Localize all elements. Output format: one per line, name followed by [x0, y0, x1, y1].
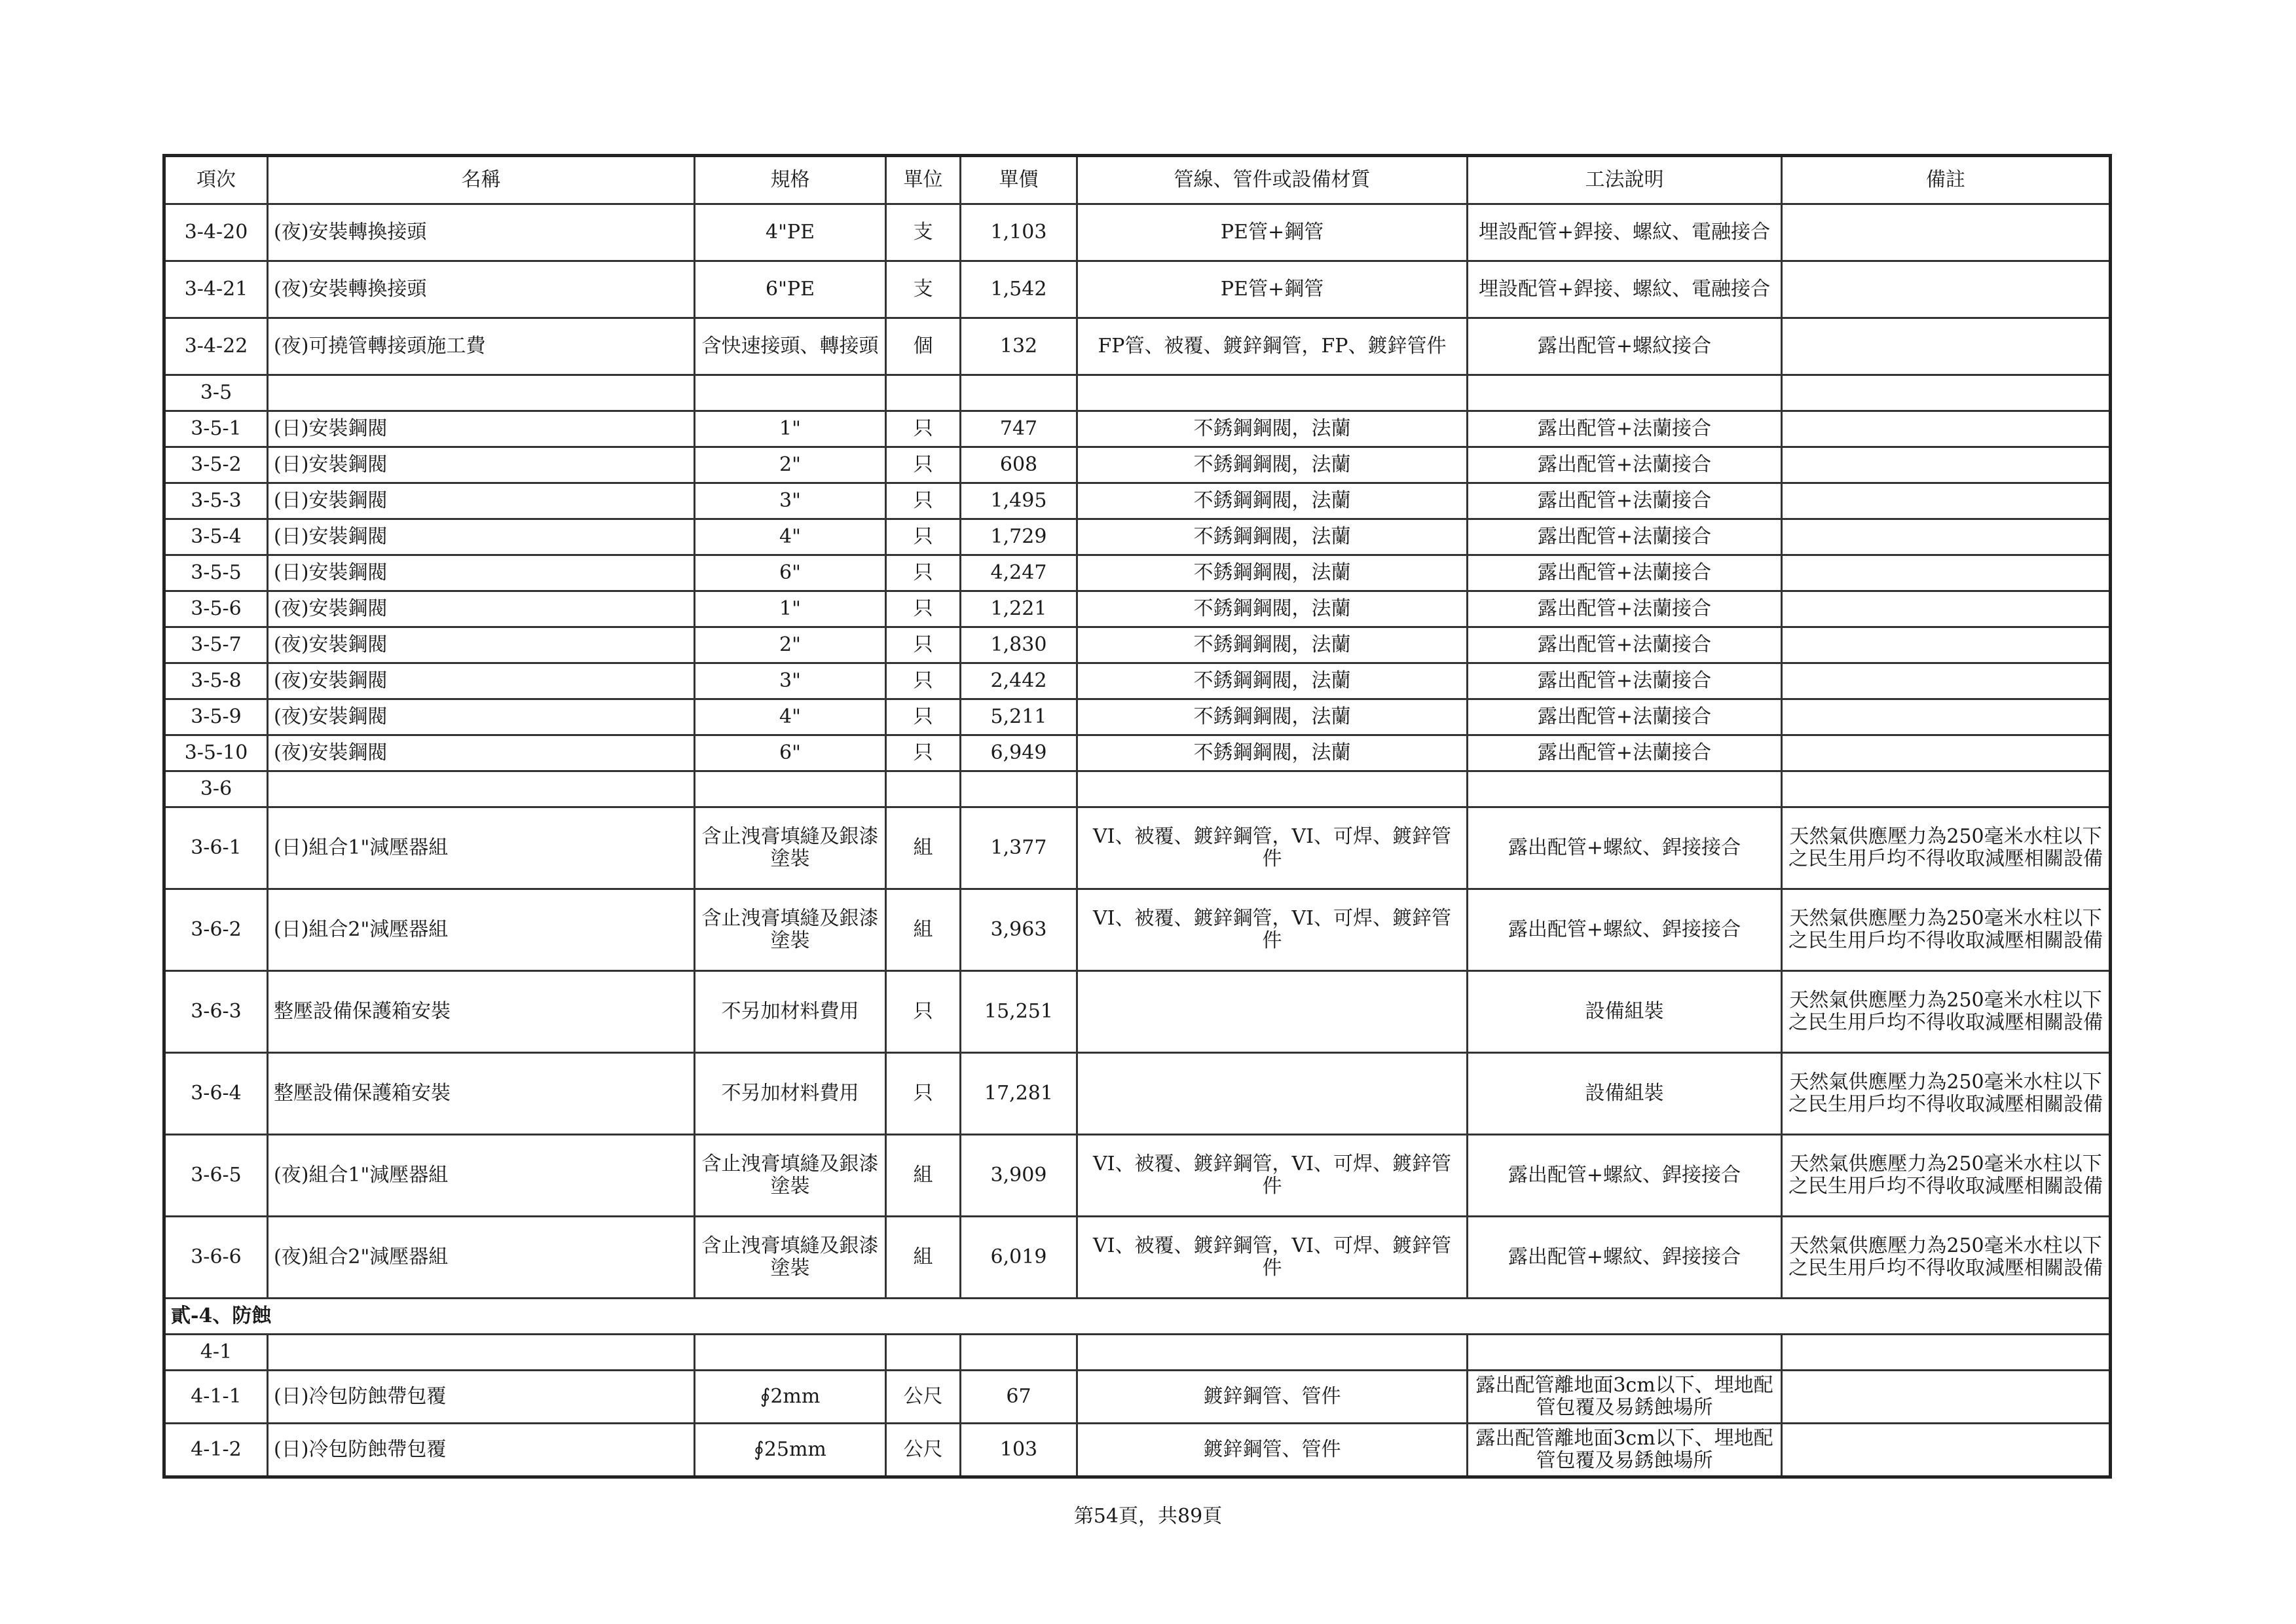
cell-method: 露出配管+法蘭接合 — [1468, 699, 1782, 735]
cell-material: 不銹鋼鋼閥，法蘭 — [1077, 447, 1468, 483]
cell-unit: 支 — [886, 204, 961, 261]
cell-unit — [886, 771, 961, 807]
cell-spec — [695, 771, 886, 807]
cell-material: VI、被覆、鍍鋅鋼管，VI、可焊、鍍鋅管件 — [1077, 1135, 1468, 1217]
cell-name: (夜)組合1"減壓器組 — [268, 1135, 695, 1217]
cell-item-no: 3-5-5 — [164, 555, 268, 591]
cell-spec: 含止洩膏填縫及銀漆塗裝 — [695, 1135, 886, 1217]
cell-price: 15,251 — [961, 971, 1077, 1053]
cell-item-no: 3-4-22 — [164, 318, 268, 375]
cell-material: 鍍鋅鋼管、管件 — [1077, 1371, 1468, 1424]
cell-unit: 只 — [886, 591, 961, 627]
table-row — [164, 375, 2111, 411]
cell-item-no: 3-5-4 — [164, 519, 268, 555]
cell-material: VI、被覆、鍍鋅鋼管，VI、可焊、鍍鋅管件 — [1077, 1217, 1468, 1299]
cell-method: 露出配管+螺紋、銲接接合 — [1468, 807, 1782, 889]
table-row — [164, 447, 2111, 483]
cell-unit: 支 — [886, 261, 961, 318]
cell-item-no: 4-1-1 — [164, 1371, 268, 1424]
cell-spec: 1" — [695, 411, 886, 447]
cell-spec — [695, 1335, 886, 1371]
table-row — [164, 807, 2111, 889]
cell-price: 3,963 — [961, 889, 1077, 971]
cell-note — [1782, 1371, 2111, 1424]
cell-method: 露出配管+法蘭接合 — [1468, 411, 1782, 447]
cell-name — [268, 375, 695, 411]
table-row — [164, 663, 2111, 699]
cell-spec: 含止洩膏填縫及銀漆塗裝 — [695, 1217, 886, 1299]
cell-item-no: 3-5-7 — [164, 627, 268, 663]
cell-spec: 2" — [695, 447, 886, 483]
cell-unit: 只 — [886, 627, 961, 663]
cell-note — [1782, 261, 2111, 318]
table-row — [164, 261, 2111, 318]
cell-note: 天然氣供應壓力為250毫米水柱以下之民生用戶均不得收取減壓相關設備 — [1782, 1053, 2111, 1135]
cell-item-no: 3-5-8 — [164, 663, 268, 699]
cell-name: (夜)安裝鋼閥 — [268, 591, 695, 627]
cell-price: 67 — [961, 1371, 1077, 1424]
cell-method: 露出配管+螺紋、銲接接合 — [1468, 1135, 1782, 1217]
cell-method — [1468, 1335, 1782, 1371]
cell-price: 2,442 — [961, 663, 1077, 699]
table-row — [164, 1135, 2111, 1217]
table-row — [164, 411, 2111, 447]
cell-spec: ∮2mm — [695, 1371, 886, 1424]
cell-item-no: 3-6-5 — [164, 1135, 268, 1217]
cell-item-no: 3-5-9 — [164, 699, 268, 735]
cell-spec — [695, 375, 886, 411]
cell-material — [1077, 971, 1468, 1053]
cell-price — [961, 375, 1077, 411]
table-row — [164, 1335, 2111, 1371]
cell-price: 608 — [961, 447, 1077, 483]
cell-name — [268, 771, 695, 807]
cell-name: (日)安裝鋼閥 — [268, 447, 695, 483]
cell-note: 天然氣供應壓力為250毫米水柱以下之民生用戶均不得收取減壓相關設備 — [1782, 1217, 2111, 1299]
cell-unit: 公尺 — [886, 1371, 961, 1424]
cell-material: 不銹鋼鋼閥，法蘭 — [1077, 735, 1468, 771]
cell-item-no: 3-6-4 — [164, 1053, 268, 1135]
table-row — [164, 699, 2111, 735]
cell-name: 整壓設備保護箱安裝 — [268, 971, 695, 1053]
table-row — [164, 204, 2111, 261]
table-row — [164, 971, 2111, 1053]
cell-method: 露出配管+法蘭接合 — [1468, 735, 1782, 771]
cell-price: 1,542 — [961, 261, 1077, 318]
cell-price: 103 — [961, 1424, 1077, 1477]
cell-price: 1,729 — [961, 519, 1077, 555]
cell-method: 露出配管離地面3cm以下、埋地配管包覆及易銹蝕場所 — [1468, 1371, 1782, 1424]
cell-item-no: 3-6-1 — [164, 807, 268, 889]
table-row — [164, 1371, 2111, 1424]
cell-material: VI、被覆、鍍鋅鋼管，VI、可焊、鍍鋅管件 — [1077, 889, 1468, 971]
cell-unit: 只 — [886, 735, 961, 771]
cell-method: 設備組裝 — [1468, 1053, 1782, 1135]
cell-note: 天然氣供應壓力為250毫米水柱以下之民生用戶均不得收取減壓相關設備 — [1782, 971, 2111, 1053]
cell-unit: 只 — [886, 519, 961, 555]
header-item-no: 項次 — [164, 156, 268, 204]
cell-spec: 4"PE — [695, 204, 886, 261]
cell-spec: 含止洩膏填縫及銀漆塗裝 — [695, 807, 886, 889]
cell-material — [1077, 771, 1468, 807]
cell-spec: 6"PE — [695, 261, 886, 318]
price-table — [162, 154, 2112, 1479]
cell-price: 132 — [961, 318, 1077, 375]
header-spec: 規格 — [695, 156, 886, 204]
cell-method: 露出配管離地面3cm以下、埋地配管包覆及易銹蝕場所 — [1468, 1424, 1782, 1477]
cell-unit: 只 — [886, 483, 961, 519]
cell-item-no: 4-1 — [164, 1335, 268, 1371]
cell-unit — [886, 1335, 961, 1371]
cell-spec: 4" — [695, 699, 886, 735]
cell-material: 不銹鋼鋼閥，法蘭 — [1077, 555, 1468, 591]
table-row — [164, 1053, 2111, 1135]
cell-name: (日)安裝鋼閥 — [268, 483, 695, 519]
cell-method: 露出配管+螺紋接合 — [1468, 318, 1782, 375]
cell-price — [961, 771, 1077, 807]
cell-name: (夜)安裝鋼閥 — [268, 699, 695, 735]
cell-name: (夜)組合2"減壓器組 — [268, 1217, 695, 1299]
cell-material: 不銹鋼鋼閥，法蘭 — [1077, 699, 1468, 735]
cell-material — [1077, 1053, 1468, 1135]
cell-note — [1782, 771, 2111, 807]
cell-item-no: 3-5-10 — [164, 735, 268, 771]
cell-unit: 只 — [886, 971, 961, 1053]
table-row — [164, 1424, 2111, 1477]
cell-spec: 不另加材料費用 — [695, 971, 886, 1053]
cell-note — [1782, 591, 2111, 627]
cell-spec: ∮25mm — [695, 1424, 886, 1477]
cell-name: (夜)安裝鋼閥 — [268, 735, 695, 771]
cell-name: (日)安裝鋼閥 — [268, 519, 695, 555]
table-row — [164, 771, 2111, 807]
cell-name — [268, 1335, 695, 1371]
cell-price: 5,211 — [961, 699, 1077, 735]
cell-unit: 組 — [886, 889, 961, 971]
cell-note — [1782, 204, 2111, 261]
cell-item-no: 3-4-20 — [164, 204, 268, 261]
cell-item-no: 3-6-2 — [164, 889, 268, 971]
cell-item-no: 3-5 — [164, 375, 268, 411]
cell-spec: 3" — [695, 663, 886, 699]
cell-item-no: 3-5-1 — [164, 411, 268, 447]
cell-method — [1468, 375, 1782, 411]
header-name: 名稱 — [268, 156, 695, 204]
cell-item-no: 3-5-2 — [164, 447, 268, 483]
cell-name: (日)冷包防蝕帶包覆 — [268, 1371, 695, 1424]
cell-note: 天然氣供應壓力為250毫米水柱以下之民生用戶均不得收取減壓相關設備 — [1782, 1135, 2111, 1217]
cell-price: 6,019 — [961, 1217, 1077, 1299]
cell-item-no: 4-1-2 — [164, 1424, 268, 1477]
cell-name: 整壓設備保護箱安裝 — [268, 1053, 695, 1135]
page-number: 第54頁，共89頁 — [1073, 1505, 1223, 1528]
cell-price: 4,247 — [961, 555, 1077, 591]
cell-note — [1782, 483, 2111, 519]
cell-item-no: 3-6 — [164, 771, 268, 807]
cell-note — [1782, 627, 2111, 663]
cell-material: PE管+鋼管 — [1077, 261, 1468, 318]
header-note: 備註 — [1782, 156, 2111, 204]
cell-method: 露出配管+法蘭接合 — [1468, 591, 1782, 627]
cell-note — [1782, 1424, 2111, 1477]
cell-material: 不銹鋼鋼閥，法蘭 — [1077, 591, 1468, 627]
cell-unit: 只 — [886, 447, 961, 483]
header-method: 工法說明 — [1468, 156, 1782, 204]
table-row — [164, 889, 2111, 971]
table-row — [164, 627, 2111, 663]
cell-unit: 只 — [886, 555, 961, 591]
cell-note — [1782, 555, 2111, 591]
cell-name: (日)冷包防蝕帶包覆 — [268, 1424, 695, 1477]
cell-item-no: 3-6-3 — [164, 971, 268, 1053]
table-row — [164, 555, 2111, 591]
cell-price — [961, 1335, 1077, 1371]
cell-material: FP管、被覆、鍍鋅鋼管，FP、鍍鋅管件 — [1077, 318, 1468, 375]
cell-name: (夜)可撓管轉接頭施工費 — [268, 318, 695, 375]
header-row — [164, 156, 2111, 204]
cell-material: 不銹鋼鋼閥，法蘭 — [1077, 483, 1468, 519]
cell-note — [1782, 699, 2111, 735]
cell-item-no: 3-5-6 — [164, 591, 268, 627]
cell-price: 6,949 — [961, 735, 1077, 771]
cell-unit: 只 — [886, 1053, 961, 1135]
cell-note — [1782, 411, 2111, 447]
table-row — [164, 1217, 2111, 1299]
cell-material — [1077, 375, 1468, 411]
page-footer — [0, 1500, 2296, 1528]
cell-method — [1468, 771, 1782, 807]
cell-method: 露出配管+法蘭接合 — [1468, 483, 1782, 519]
cell-note — [1782, 735, 2111, 771]
table-row — [164, 318, 2111, 375]
cell-unit — [886, 375, 961, 411]
table-row — [164, 519, 2111, 555]
cell-spec: 含止洩膏填縫及銀漆塗裝 — [695, 889, 886, 971]
cell-name: (日)安裝鋼閥 — [268, 411, 695, 447]
cell-price: 1,830 — [961, 627, 1077, 663]
cell-unit: 組 — [886, 807, 961, 889]
cell-material: PE管+鋼管 — [1077, 204, 1468, 261]
cell-method: 露出配管+法蘭接合 — [1468, 627, 1782, 663]
cell-material — [1077, 1335, 1468, 1371]
cell-price: 747 — [961, 411, 1077, 447]
cell-note — [1782, 447, 2111, 483]
cell-method: 露出配管+法蘭接合 — [1468, 663, 1782, 699]
cell-unit: 只 — [886, 699, 961, 735]
header-price: 單價 — [961, 156, 1077, 204]
cell-name: (夜)安裝轉換接頭 — [268, 204, 695, 261]
cell-unit: 公尺 — [886, 1424, 961, 1477]
cell-method: 設備組裝 — [1468, 971, 1782, 1053]
cell-material: 不銹鋼鋼閥，法蘭 — [1077, 519, 1468, 555]
cell-note — [1782, 318, 2111, 375]
cell-unit: 組 — [886, 1217, 961, 1299]
cell-item-no: 3-4-21 — [164, 261, 268, 318]
cell-spec: 6" — [695, 555, 886, 591]
section-title: 貳-4、防蝕 — [164, 1299, 2111, 1335]
cell-spec: 6" — [695, 735, 886, 771]
cell-spec: 含快速接頭、轉接頭 — [695, 318, 886, 375]
cell-method: 埋設配管+銲接、螺紋、電融接合 — [1468, 204, 1782, 261]
cell-spec: 3" — [695, 483, 886, 519]
cell-spec: 不另加材料費用 — [695, 1053, 886, 1135]
cell-note — [1782, 519, 2111, 555]
cell-spec: 1" — [695, 591, 886, 627]
cell-name: (夜)安裝鋼閥 — [268, 663, 695, 699]
cell-price: 1,495 — [961, 483, 1077, 519]
table-row — [164, 483, 2111, 519]
cell-note: 天然氣供應壓力為250毫米水柱以下之民生用戶均不得收取減壓相關設備 — [1782, 807, 2111, 889]
cell-unit: 個 — [886, 318, 961, 375]
cell-unit: 只 — [886, 411, 961, 447]
cell-name: (日)組合1"減壓器組 — [268, 807, 695, 889]
cell-method: 露出配管+螺紋、銲接接合 — [1468, 889, 1782, 971]
cell-item-no: 3-5-3 — [164, 483, 268, 519]
table-row — [164, 591, 2111, 627]
cell-name: (日)組合2"減壓器組 — [268, 889, 695, 971]
cell-material: 不銹鋼鋼閥，法蘭 — [1077, 627, 1468, 663]
cell-method: 露出配管+螺紋、銲接接合 — [1468, 1217, 1782, 1299]
cell-price: 1,221 — [961, 591, 1077, 627]
cell-material: 不銹鋼鋼閥，法蘭 — [1077, 411, 1468, 447]
cell-name: (夜)安裝鋼閥 — [268, 627, 695, 663]
cell-note — [1782, 375, 2111, 411]
cell-unit: 組 — [886, 1135, 961, 1217]
cell-material: VI、被覆、鍍鋅鋼管，VI、可焊、鍍鋅管件 — [1077, 807, 1468, 889]
cell-price: 17,281 — [961, 1053, 1077, 1135]
cell-price: 3,909 — [961, 1135, 1077, 1217]
cell-item-no: 3-6-6 — [164, 1217, 268, 1299]
table-row — [164, 735, 2111, 771]
cell-method: 露出配管+法蘭接合 — [1468, 555, 1782, 591]
header-material: 管線、管件或設備材質 — [1077, 156, 1468, 204]
cell-spec: 4" — [695, 519, 886, 555]
section-row — [164, 1299, 2111, 1335]
cell-spec: 2" — [695, 627, 886, 663]
header-unit: 單位 — [886, 156, 961, 204]
cell-unit: 只 — [886, 663, 961, 699]
cell-note — [1782, 1335, 2111, 1371]
cell-name: (夜)安裝轉換接頭 — [268, 261, 695, 318]
cell-method: 露出配管+法蘭接合 — [1468, 447, 1782, 483]
cell-material: 鍍鋅鋼管、管件 — [1077, 1424, 1468, 1477]
cell-price: 1,377 — [961, 807, 1077, 889]
cell-note — [1782, 663, 2111, 699]
cell-method: 露出配管+法蘭接合 — [1468, 519, 1782, 555]
cell-material: 不銹鋼鋼閥，法蘭 — [1077, 663, 1468, 699]
cell-note: 天然氣供應壓力為250毫米水柱以下之民生用戶均不得收取減壓相關設備 — [1782, 889, 2111, 971]
cell-method: 埋設配管+銲接、螺紋、電融接合 — [1468, 261, 1782, 318]
cell-name: (日)安裝鋼閥 — [268, 555, 695, 591]
cell-price: 1,103 — [961, 204, 1077, 261]
